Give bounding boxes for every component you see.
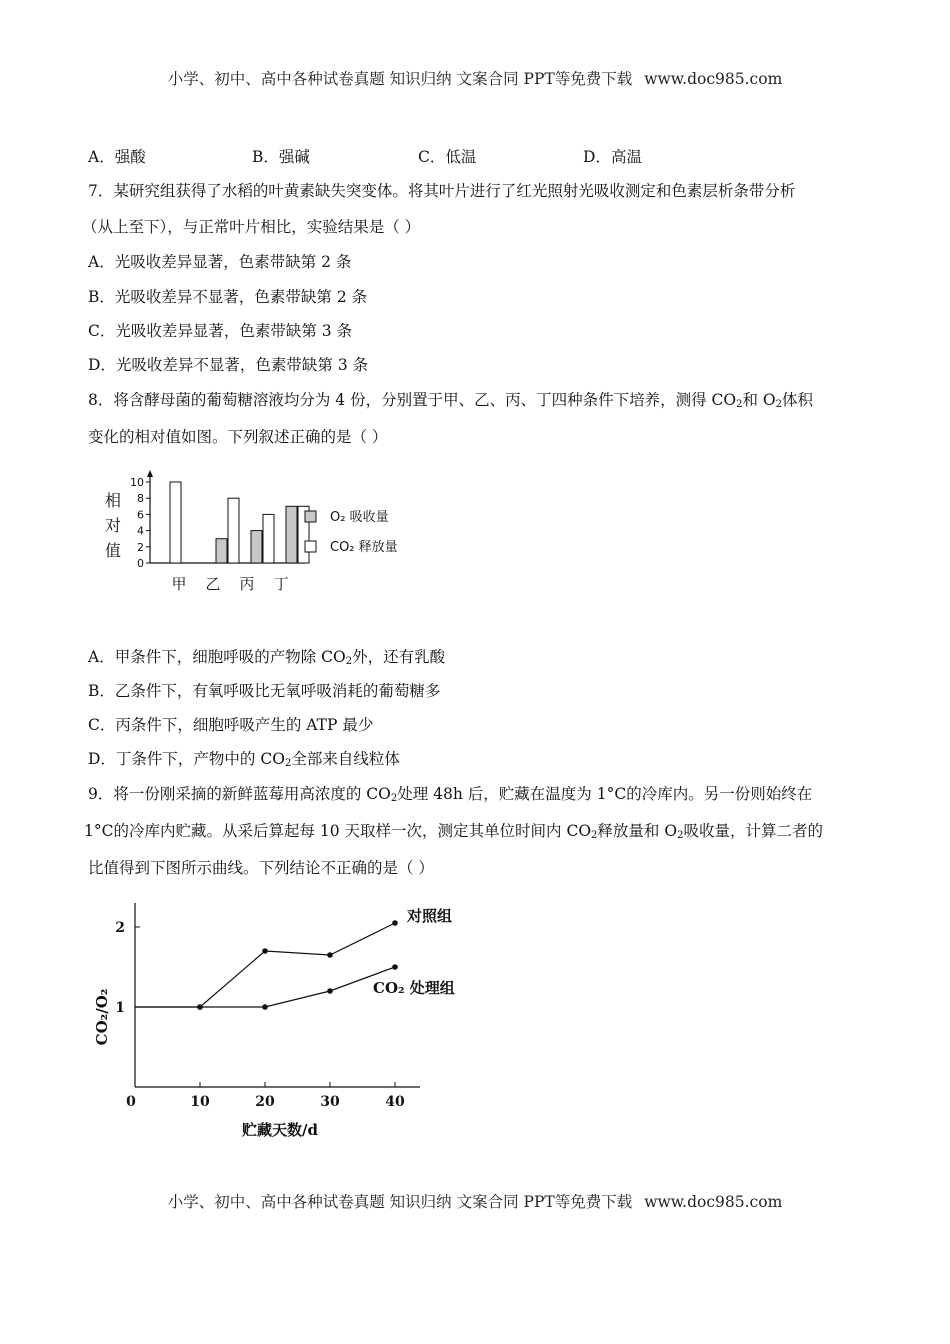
y-tick-label: 1 bbox=[115, 1000, 125, 1016]
y-tick-label: 4 bbox=[137, 524, 144, 538]
series-label-co2: CO₂ 处理组 bbox=[373, 979, 455, 997]
y-tick-label: 2 bbox=[115, 920, 125, 936]
x-tick-label: 乙 bbox=[205, 575, 221, 593]
q7-option-b: B．光吸收差异不显著，色素带缺第 2 条 bbox=[88, 288, 368, 306]
series-point-1-4 bbox=[392, 964, 398, 970]
x-tick-label: 甲 bbox=[171, 575, 187, 593]
x-tick-label: 40 bbox=[385, 1094, 405, 1110]
x-tick-label: 0 bbox=[126, 1094, 136, 1110]
q8-stem-line1: 8．将含酵母菌的葡萄糖溶液均分为 4 份，分别置于甲、乙、丙、丁四种条件下培养，测得 $CO_2$和 $O_2$体积 bbox=[88, 391, 813, 410]
legend-swatch-o2 bbox=[305, 511, 316, 522]
footer-site: www.doc985.com bbox=[644, 1193, 783, 1211]
bar-co2-0 bbox=[170, 482, 181, 563]
x-tick-label: 20 bbox=[255, 1094, 275, 1110]
page-footer bbox=[0, 1190, 950, 1212]
bar-o2-2 bbox=[251, 531, 262, 563]
y-axis-arrow bbox=[147, 470, 153, 477]
y-tick-label: 8 bbox=[137, 492, 144, 506]
q9-stem-line2: 1°C的冷库内贮藏。从采后算起每 10 天取样一次，测定其单位时间内 $CO_2$释放量和 $O_2$吸收量，计算二者的 bbox=[84, 822, 823, 841]
q6-option-d: D．高温 bbox=[583, 148, 642, 166]
legend-label-co2: CO₂ 释放量 bbox=[330, 540, 398, 555]
q8-option-c: C．丙条件下，细胞呼吸产生的 ATP 最少 bbox=[88, 716, 374, 734]
q7-option-a: A．光吸收差异显著，色素带缺第 2 条 bbox=[88, 253, 352, 271]
bar-co2-1 bbox=[228, 498, 239, 563]
series-point-1-3 bbox=[327, 988, 333, 994]
legend-label-o2: O₂ 吸收量 bbox=[330, 510, 389, 525]
q8-bar-chart bbox=[95, 468, 425, 598]
header-site: www.doc985.com bbox=[644, 70, 783, 88]
q7-stem-line2: （从上至下），与正常叶片相比，实验结果是（ ） bbox=[82, 218, 421, 236]
bar-co2-2 bbox=[263, 514, 274, 563]
q6-option-a: A．强酸 bbox=[88, 148, 146, 166]
x-tick-label: 丙 bbox=[239, 575, 255, 593]
series-point-0-2 bbox=[262, 948, 268, 954]
q8-option-b: B．乙条件下，有氧呼吸比无氧呼吸消耗的葡萄糖多 bbox=[88, 682, 441, 700]
bar-o2-1 bbox=[216, 539, 227, 563]
q8-option-a: A．甲条件下，细胞呼吸的产物除 $CO_2$外，还有乳酸 bbox=[88, 648, 446, 667]
y-tick-label: 2 bbox=[137, 540, 144, 554]
series-label-control: 对照组 bbox=[407, 907, 453, 925]
y-tick-label: 0 bbox=[137, 557, 144, 570]
header-text: 小学、初中、高中各种试卷真题 知识归纳 文案合同 PPT等免费下载 bbox=[167, 70, 633, 88]
x-axis-label: 贮藏天数/d bbox=[242, 1121, 318, 1139]
q7-stem-line1: 7．某研究组获得了水稻的叶黄素缺失突变体。将其叶片进行了红光照射光吸收测定和色素层析条带分析 bbox=[88, 182, 796, 200]
x-tick-label: 丁 bbox=[273, 575, 289, 593]
series-line-0 bbox=[135, 923, 395, 1007]
series-point-1-2 bbox=[262, 1004, 268, 1010]
x-tick-label: 10 bbox=[190, 1094, 210, 1110]
q9-stem-line3: 比值得到下图所示曲线。下列结论不正确的是（ ） bbox=[88, 859, 434, 877]
series-line-1 bbox=[135, 967, 395, 1007]
y-axis-label: CO₂/O₂ bbox=[93, 988, 111, 1046]
y-tick-label: 6 bbox=[137, 508, 144, 522]
q6-option-b: B．强碱 bbox=[252, 148, 310, 166]
series-point-0-4 bbox=[392, 920, 398, 926]
footer-text: 小学、初中、高中各种试卷真题 知识归纳 文案合同 PPT等免费下载 bbox=[167, 1193, 633, 1211]
bar-o2-3 bbox=[286, 506, 297, 563]
q6-option-c: C．低温 bbox=[418, 148, 477, 166]
legend-swatch-co2 bbox=[305, 541, 316, 552]
y-axis-label-char: 值 bbox=[104, 541, 122, 560]
series-point-0-3 bbox=[327, 952, 333, 958]
q9-stem-line1: 9．将一份刚采摘的新鲜蓝莓用高浓度的 $CO_2$处理 48h 后，贮藏在温度为 1°C的冷库内。另一份则始终在 bbox=[88, 785, 813, 804]
q8-option-d: D．丁条件下，产物中的 $CO_2$全部来自线粒体 bbox=[88, 750, 400, 769]
q7-option-c: C．光吸收差异显著，色素带缺第 3 条 bbox=[88, 322, 353, 340]
x-tick-label: 30 bbox=[320, 1094, 340, 1110]
y-axis-label-char: 相 bbox=[104, 491, 122, 510]
y-axis-label-char: 对 bbox=[104, 516, 122, 535]
series-point-1-1 bbox=[197, 1004, 203, 1010]
page-header bbox=[0, 67, 950, 89]
q7-option-d: D．光吸收差异不显著，色素带缺第 3 条 bbox=[88, 356, 369, 374]
q8-stem-line2: 变化的相对值如图。下列叙述正确的是（ ） bbox=[88, 428, 388, 446]
y-tick-label: 10 bbox=[130, 476, 144, 489]
q9-line-chart bbox=[85, 895, 505, 1145]
